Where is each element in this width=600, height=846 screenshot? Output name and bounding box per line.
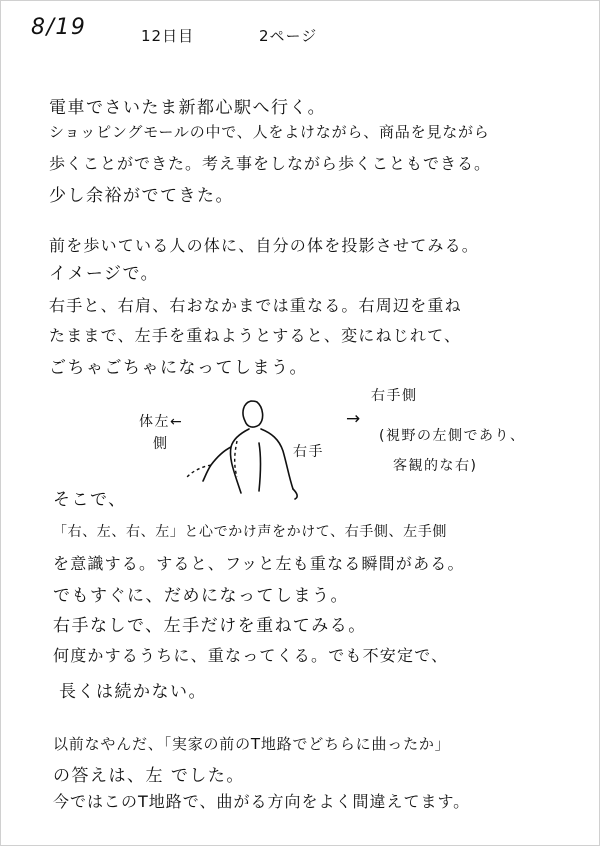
p4-line-6: 何度かするうちに、重なってくる。でも不安定で、 — [53, 646, 449, 665]
p4-line-3: を意識する。すると、フッと左も重なる瞬間がある。 — [53, 554, 465, 573]
figure-label-left-side: 側 — [153, 436, 169, 452]
note-arrow: → — [346, 409, 362, 429]
p3-line-3: ごちゃごちゃになってしまう。 — [49, 358, 308, 378]
p1-line-1: 電車でさいたま新都心駅へ行く。 — [49, 98, 327, 118]
p4-line-7: 長くは続かない。 — [59, 682, 207, 702]
p4-line-5: 右手なしで、左手だけを重ねてみる。 — [53, 616, 367, 636]
p1-line-2: ショッピングモールの中で、人をよけながら、商品を見ながら — [49, 123, 490, 141]
p4-line-1: そこで、 — [53, 490, 127, 510]
p5-line-3: 今ではこのT地路で、曲がる方向をよく間違えてます。 — [53, 792, 471, 811]
header-page: 2ページ — [259, 27, 318, 45]
p3-line-2: たままで、左手を重ねようとすると、変にねじれて、 — [49, 326, 462, 345]
p5-line-1: 以前なやんだ、「実家の前のT地路でどちらに曲ったか」 — [53, 735, 451, 753]
note-title: 右手側 — [371, 388, 418, 404]
p1-line-3: 歩くことができた。考え事をしながら歩くこともできる。 — [49, 154, 492, 173]
p4-line-2: 「右、左、右、左」と心でかけ声をかけて、右手側、左手側 — [53, 524, 447, 540]
figure-label-right-hand: 右手 — [293, 444, 324, 460]
p2-line-1: 前を歩いている人の体に、自分の体を投影させてみる。 — [49, 236, 480, 255]
p3-line-1: 右手と、右肩、右おなかまでは重なる。右周辺を重ね — [49, 296, 462, 315]
header-date: 8/19 — [31, 15, 87, 40]
note-line-2: 客観的な右) — [393, 458, 478, 474]
note-line-1: (視野の左側であり、 — [379, 428, 526, 444]
figure-label-left: 体左← — [139, 414, 184, 430]
header-day: 12日目 — [141, 27, 195, 45]
p4-line-4: でもすぐに、だめになってしまう。 — [53, 586, 349, 606]
p1-line-4: 少し余裕がでてきた。 — [49, 186, 234, 206]
p2-line-2: イメージで。 — [49, 264, 160, 284]
p5-line-2: の答えは、左 でした。 — [53, 766, 245, 786]
